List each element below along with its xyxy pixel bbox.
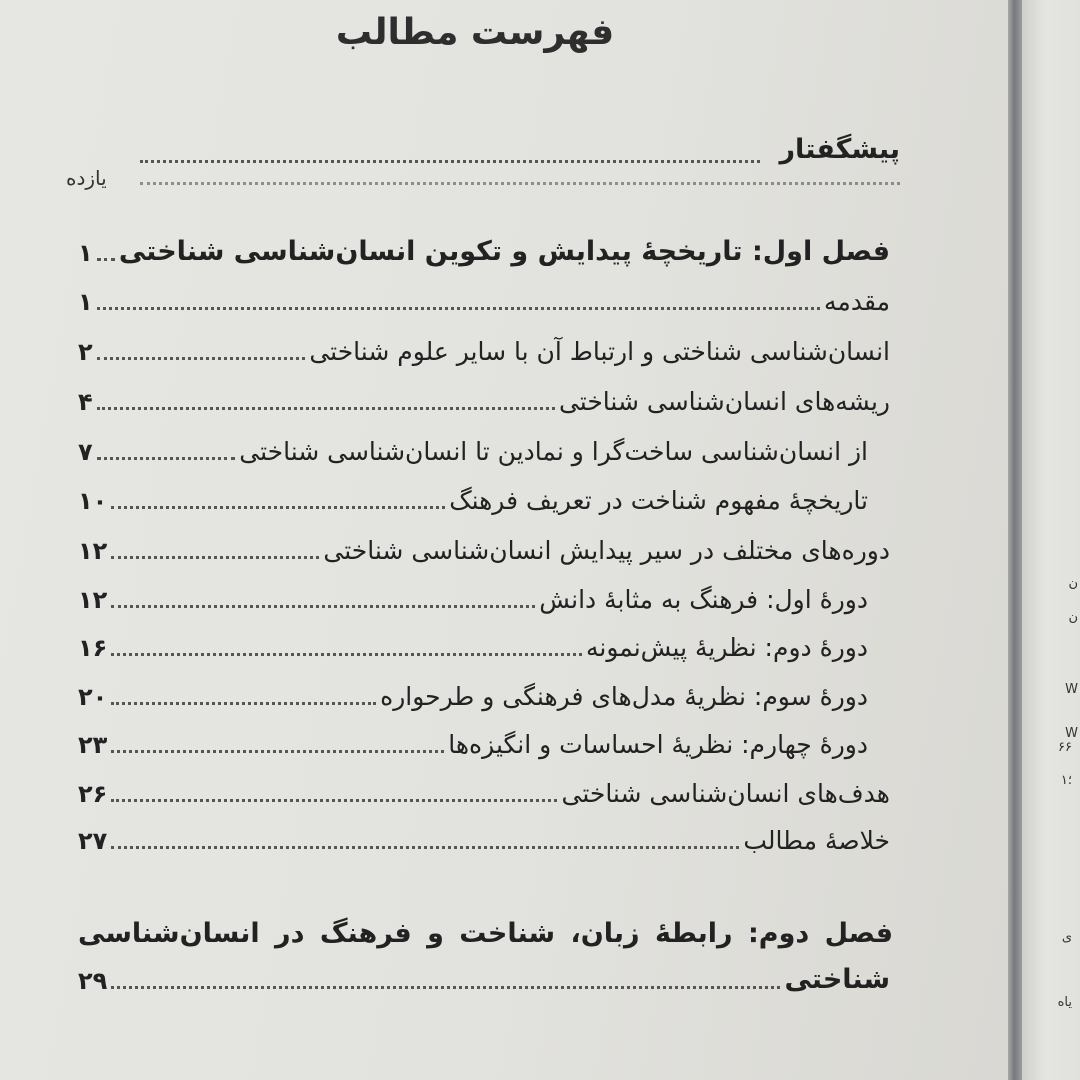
toc-entry <box>78 826 890 855</box>
entry-text: تاریخچۀ مفهوم شناخت در تعریف فرهنگ <box>449 486 868 515</box>
toc-entry <box>78 585 868 614</box>
dot-leader <box>111 846 739 849</box>
adjacent-text-fragment: ۶۶ <box>1058 740 1072 755</box>
page-number: ۴ <box>78 388 93 416</box>
dot-leader <box>111 556 319 559</box>
page-number: ۲ <box>78 338 93 366</box>
chapter-1-heading-row <box>78 236 890 267</box>
adjacent-text-fragment: ن <box>1068 576 1078 591</box>
chapter-1-heading: فصل اول: تاریخچۀ پیدایش و تکوین انسان‌شناسی شناختی <box>118 236 890 267</box>
chapter-2-heading-line2: شناختی <box>784 964 890 995</box>
dot-leader <box>97 407 555 410</box>
toc-entry <box>78 437 868 466</box>
preface-page-number: یازده <box>66 166 107 190</box>
toc-entry <box>78 682 868 711</box>
preface-heading: پیشگفتار <box>779 134 900 165</box>
dot-leader <box>111 986 780 989</box>
dot-leader <box>111 506 445 509</box>
page-number: ۲۳ <box>78 731 108 759</box>
page-number: ۱۰ <box>78 487 108 515</box>
adjacent-text-fragment: W <box>1065 682 1078 697</box>
entry-text: دورۀ چهارم: نظریۀ احساسات و انگیزه‌ها <box>448 730 868 759</box>
toc-entry <box>78 287 890 316</box>
toc-entry <box>78 486 868 515</box>
dot-leader <box>97 258 115 261</box>
dot-leader <box>111 653 582 656</box>
entry-text: دورۀ اول: فرهنگ به مثابۀ دانش <box>539 585 868 614</box>
toc-entry <box>78 779 890 808</box>
page-number: ۲۰ <box>78 683 108 711</box>
entry-text: ریشه‌های انسان‌شناسی شناختی <box>558 387 890 416</box>
toc-entry <box>78 536 890 565</box>
dot-leader <box>97 457 236 460</box>
book-gutter <box>1008 0 1022 1080</box>
toc-entry <box>78 730 868 759</box>
dot-leader <box>97 357 306 360</box>
adjacent-text-fragment: ی <box>1061 930 1072 945</box>
entry-text: دورۀ دوم: نظریۀ پیش‌نمونه <box>585 633 868 662</box>
toc-entry <box>78 337 890 366</box>
page-number: ۱۶ <box>78 634 108 662</box>
page-number: ۲۷ <box>78 827 108 855</box>
dot-leader <box>140 182 900 185</box>
entry-text: مقدمه <box>824 287 890 316</box>
dot-leader <box>97 307 820 310</box>
adjacent-text-fragment: ن <box>1068 610 1078 625</box>
entry-text: دوره‌های مختلف در سیر پیدایش انسان‌شناسی شناختی <box>323 536 890 565</box>
entry-text: از انسان‌شناسی ساخت‌گرا و نمادین تا انسان‌شناسی شناختی <box>239 437 868 466</box>
toc-entry <box>78 387 890 416</box>
page-number: ۲۶ <box>78 780 108 808</box>
adjacent-page <box>1022 0 1080 1080</box>
adjacent-text-fragment: یاه <box>1057 995 1072 1010</box>
entry-text: انسان‌شناسی شناختی و ارتباط آن با سایر علوم شناختی <box>309 337 890 366</box>
chapter-2-heading-row <box>78 964 890 995</box>
adjacent-text-fragment: W <box>1065 726 1078 741</box>
entry-text: هدف‌های انسان‌شناسی شناختی <box>561 779 890 808</box>
page-number: ۱۲ <box>78 537 108 565</box>
page-number: ۱۲ <box>78 586 108 614</box>
dot-leader <box>111 605 535 608</box>
page-title: فهرست مطالب <box>335 12 615 53</box>
entry-text: خلاصۀ مطالب <box>743 826 890 855</box>
dot-leader <box>111 702 376 705</box>
dot-leader <box>111 750 444 753</box>
chapter-2-heading-line1: فصل دوم: رابطۀ زبان، شناخت و فرهنگ در انسان‌شناسی <box>78 918 893 949</box>
dot-leader <box>140 160 760 163</box>
entry-text: دورۀ سوم: نظریۀ مدل‌های فرهنگی و طرحواره <box>380 682 868 711</box>
page-number: ۱ <box>78 239 93 267</box>
adjacent-text-fragment: ۱؛ <box>1060 773 1072 788</box>
toc-entry <box>78 633 868 662</box>
page-number: ۲۹ <box>78 967 108 995</box>
page-number: ۱ <box>78 288 93 316</box>
dot-leader <box>111 799 557 802</box>
page-number: ۷ <box>78 438 93 466</box>
